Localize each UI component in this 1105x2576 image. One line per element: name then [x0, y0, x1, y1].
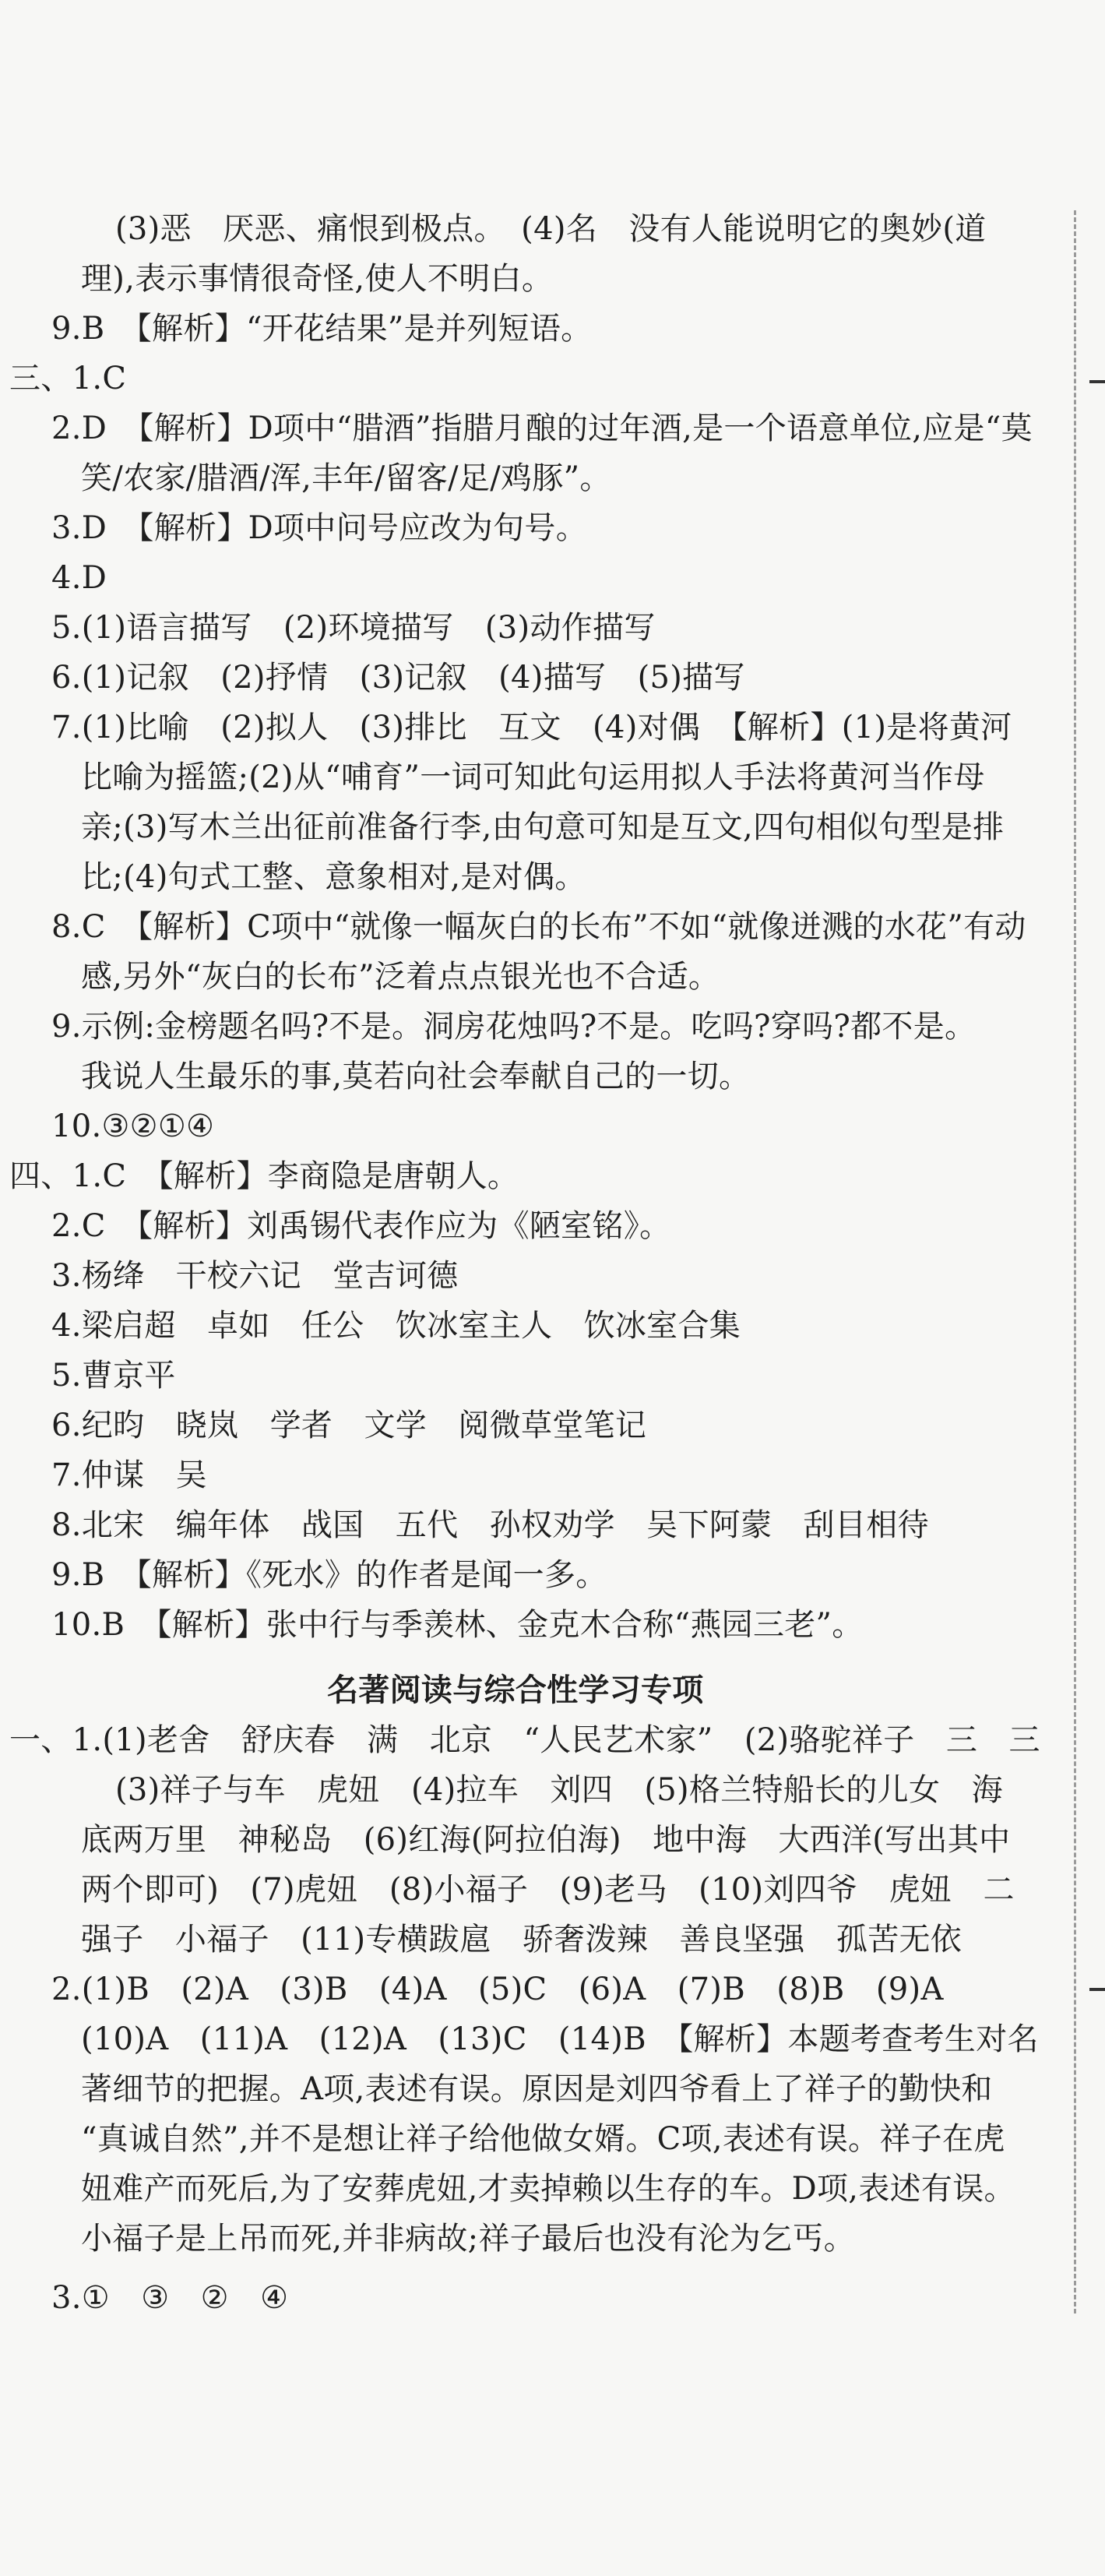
section-four-line: 四、1.C 【解析】李商隐是唐朝人。	[9, 1158, 519, 1194]
text-line: 2.D 【解析】D项中“腊酒”指腊月酿的过年酒,是一个语意单位,应是“莫	[51, 411, 1033, 446]
text-line: 著细节的把握。A项,表述有误。原因是刘四爷看上了祥子的勤快和	[81, 2071, 993, 2107]
fold-line	[1074, 210, 1076, 2313]
text-line: 比;(4)句式工整、意象相对,是对偶。	[81, 859, 586, 895]
text-line: 5.(1)语言描写 (2)环境描写 (3)动作描写	[51, 610, 656, 646]
text-line: 9.B 【解析】《死水》的作者是闻一多。	[51, 1557, 607, 1593]
text-line: 2.(1)B (2)A (3)B (4)A (5)C (6)A (7)B (8)B (9)A	[51, 1972, 944, 2007]
text-line: 10.B 【解析】张中行与季羡林、金克木合称“燕园三老”。	[51, 1607, 864, 1643]
text-line: 两个即可) (7)虎妞 (8)小福子 (9)老马 (10)刘四爷 虎妞 二	[81, 1872, 1015, 1908]
text-line: 小福子是上吊而死,并非病故;祥子最后也没有沦为乞丐。	[81, 2221, 855, 2257]
text-line: “真诚自然”,并不是想让祥子给他做女婿。C项,表述有误。祥子在虎	[81, 2121, 1005, 2157]
text-line: 底两万里 神秘岛 (6)红海(阿拉伯海) 地中海 大西洋(写出其中	[81, 1822, 1011, 1858]
text-line: (3)祥子与车 虎妞 (4)拉车 刘四 (5)格兰特船长的儿女 海	[115, 1772, 1003, 1808]
text-line: 感,另外“灰白的长布”泛着点点银光也不合适。	[81, 959, 720, 995]
text-line: 4.梁启超 卓如 任公 饮冰室主人 饮冰室合集	[51, 1308, 741, 1344]
text-line: 3.D 【解析】D项中问号应改为句号。	[51, 510, 588, 546]
text-line: 5.曹京平	[51, 1358, 176, 1394]
edge-mark	[1089, 380, 1105, 383]
text-line: 亲;(3)写木兰出征前准备行李,由句意可知是互文,四句相似句型是排	[81, 809, 1005, 845]
text-line: (10)A (11)A (12)A (13)C (14)B 【解析】本题考查考生对名	[81, 2021, 1039, 2057]
section-three-line: 三、1.C	[9, 361, 127, 396]
text-line: 笑/农家/腊酒/浑,丰年/留客/足/鸡豚”。	[81, 460, 611, 496]
edge-mark	[1089, 1988, 1105, 1991]
section-one-line: 一、1.(1)老舍 舒庆春 满 北京 “人民艺术家” (2)骆驼祥子 三 三	[9, 1722, 1040, 1758]
text-line: 9.B 【解析】“开花结果”是并列短语。	[51, 311, 593, 347]
text-line: 8.C 【解析】C项中“就像一幅灰白的长布”不如“就像迸溅的水花”有动	[51, 909, 1026, 945]
text-line: 3.杨绛 干校六记 堂吉诃德	[51, 1258, 459, 1294]
text-line: 强子 小福子 (11)专横跋扈 骄奢泼辣 善良坚强 孤苦无依	[81, 1922, 962, 1958]
text-line: 我说人生最乐的事,莫若向社会奉献自己的一切。	[81, 1059, 751, 1094]
text-line: 3.① ③ ② ④	[51, 2280, 289, 2316]
text-line: (3)恶 厌恶、痛恨到极点。 (4)名 没有人能说明它的奥妙(道	[115, 211, 987, 247]
text-line: 9.示例:金榜题名吗?不是。洞房花烛吗?不是。吃吗?穿吗?都不是。	[51, 1009, 977, 1045]
text-line: 4.D	[51, 560, 107, 596]
text-line: 7.(1)比喻 (2)拟人 (3)排比 互文 (4)对偶 【解析】(1)是将黄河	[51, 710, 1012, 745]
text-line: 2.C 【解析】刘禹锡代表作应为《陋室铭》。	[51, 1208, 671, 1244]
text-line: 理),表示事情很奇怪,使人不明白。	[81, 261, 554, 297]
text-line: 6.纪昀 晓岚 学者 文学 阅微草堂笔记	[51, 1408, 647, 1443]
text-line: 比喻为摇篮;(2)从“哺育”一词可知此句运用拟人手法将黄河当作母	[81, 759, 985, 795]
text-line: 妞难产而死后,为了安葬虎妞,才卖掉赖以生存的车。D项,表述有误。	[81, 2171, 1015, 2207]
text-line: 7.仲谋 吴	[51, 1457, 207, 1493]
text-line: 6.(1)记叙 (2)抒情 (3)记叙 (4)描写 (5)描写	[51, 660, 745, 696]
section-heading: 名著阅读与综合性学习专项	[327, 1672, 704, 1708]
text-line: 8.北宋 编年体 战国 五代 孙权劝学 吴下阿蒙 刮目相待	[51, 1507, 929, 1543]
text-line: 10.③②①④	[51, 1108, 215, 1144]
